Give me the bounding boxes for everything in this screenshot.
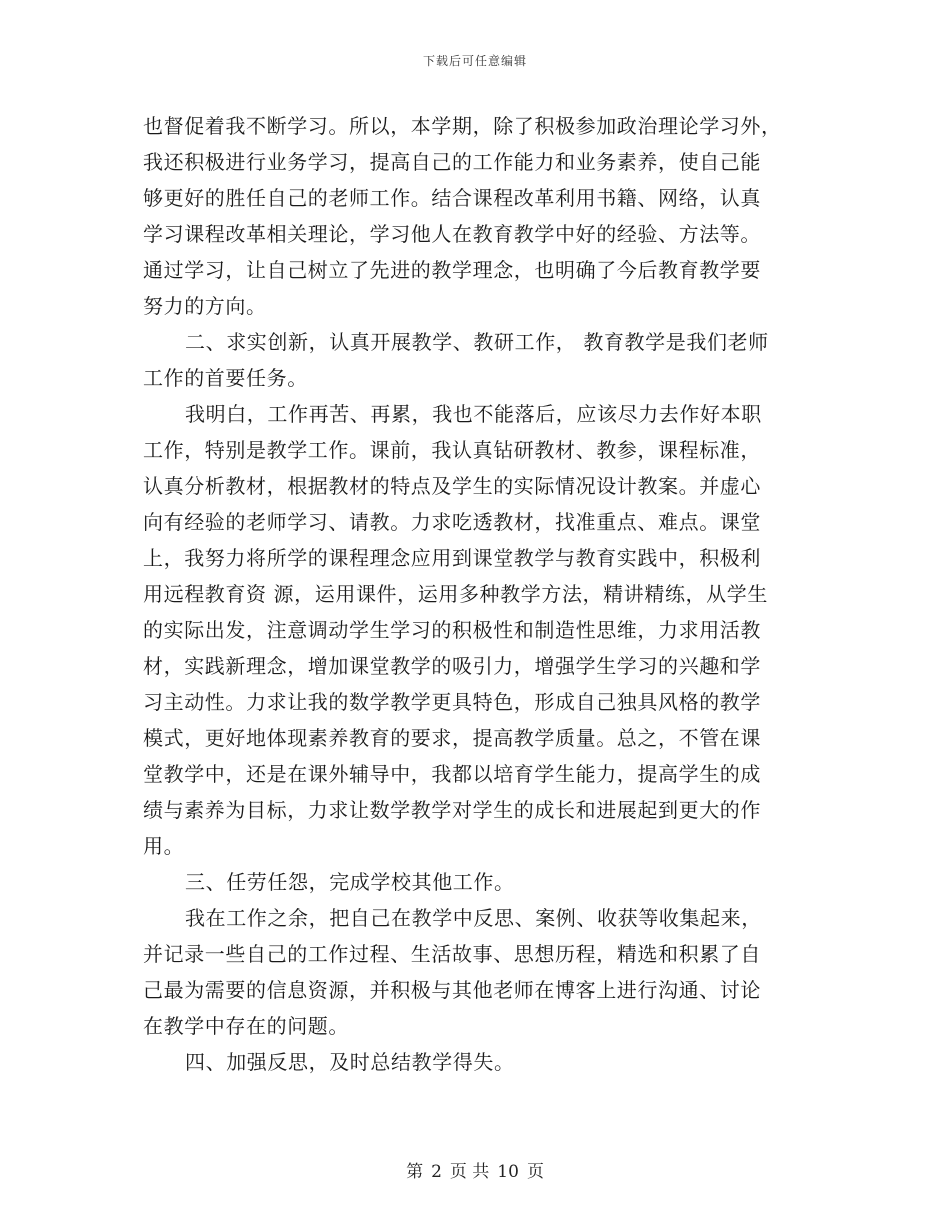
text-line: 我在工作之余，把自己在教学中反思、案例、收获等收集起来， xyxy=(185,906,762,930)
footer-total-pages: 10 xyxy=(497,1162,519,1182)
text-line: 并记录一些自己的工作过程、生活故事、思想历程，精选和积累了自 xyxy=(143,942,761,966)
text-line: 在教学中存在的问题。 xyxy=(143,1014,349,1038)
text-line: 三、任劳任怨，完成学校其他工作。 xyxy=(185,870,515,894)
document-body xyxy=(143,108,815,1080)
text-line: 我明白，工作再苦、再累，我也不能落后，应该尽力去作好本职 xyxy=(185,402,762,426)
text-line: 通过学习，让自己树立了先进的教学理念，也明确了今后教育教学要 xyxy=(143,258,761,282)
page-footer xyxy=(0,1157,950,1182)
text-line: 我还积极进行业务学习，提高自己的工作能力和业务素养，使自己能 xyxy=(143,150,761,174)
text-line: 认真分析教材，根据教材的特点及学生的实际情况设计教案。并虚心 xyxy=(143,474,761,498)
footer-prefix: 第 xyxy=(406,1162,424,1182)
text-line: 绩与素养为目标，力求让数学教学对学生的成长和进展起到更大的作 xyxy=(143,798,761,822)
text-line: 学习课程改革相关理论，学习他人在教育教学中好的经验、方法等。 xyxy=(143,222,761,246)
text-line: 习主动性。力求让我的数学教学更具特色，形成自己独具风格的教学 xyxy=(143,690,761,714)
text-line: 四、加强反思，及时总结教学得失。 xyxy=(185,1050,515,1074)
page-header: 下载后可任意编辑 xyxy=(422,54,527,68)
footer-middle: 页 共 xyxy=(449,1162,490,1182)
footer-suffix: 页 xyxy=(526,1162,544,1182)
text-line: 工作，特别是教学工作。课前，我认真钻研教材、教参，课程标准， xyxy=(143,438,761,462)
text-line: 工作的首要任务。 xyxy=(143,366,308,390)
text-line: 的实际出发，注意调动学生学习的积极性和制造性思维，力求用活教 xyxy=(143,618,761,642)
footer-page-number: 2 xyxy=(431,1162,442,1182)
text-line: 用远程教育资 源，运用课件，运用多种教学方法，精讲精练，从学生 xyxy=(143,582,768,606)
text-line: 向有经验的老师学习、请教。力求吃透教材，找准重点、难点。课堂 xyxy=(143,510,761,534)
text-line: 努力的方向。 xyxy=(143,294,267,318)
text-line: 也督促着我不断学习。所以，本学期，除了积极参加政治理论学习外， xyxy=(143,114,782,138)
text-line: 己最为需要的信息资源，并积极与其他老师在博客上进行沟通、讨论 xyxy=(143,978,761,1002)
text-line: 堂教学中，还是在课外辅导中，我都以培育学生能力，提高学生的成 xyxy=(143,762,761,786)
text-line: 上，我努力将所学的课程理念应用到课堂教学与教育实践中，积极利 xyxy=(143,546,761,570)
text-line: 用。 xyxy=(143,834,185,858)
text-line: 模式，更好地体现素养教育的要求，提高教学质量。总之，不管在课 xyxy=(143,726,761,750)
text-line: 材，实践新理念，增加课堂教学的吸引力，增强学生学习的兴趣和学 xyxy=(143,654,761,678)
text-line: 够更好的胜任自己的老师工作。结合课程改革利用书籍、网络，认真 xyxy=(143,186,761,210)
text-line: 二、求实创新，认真开展教学、教研工作， 教育教学是我们老师 xyxy=(185,330,769,354)
